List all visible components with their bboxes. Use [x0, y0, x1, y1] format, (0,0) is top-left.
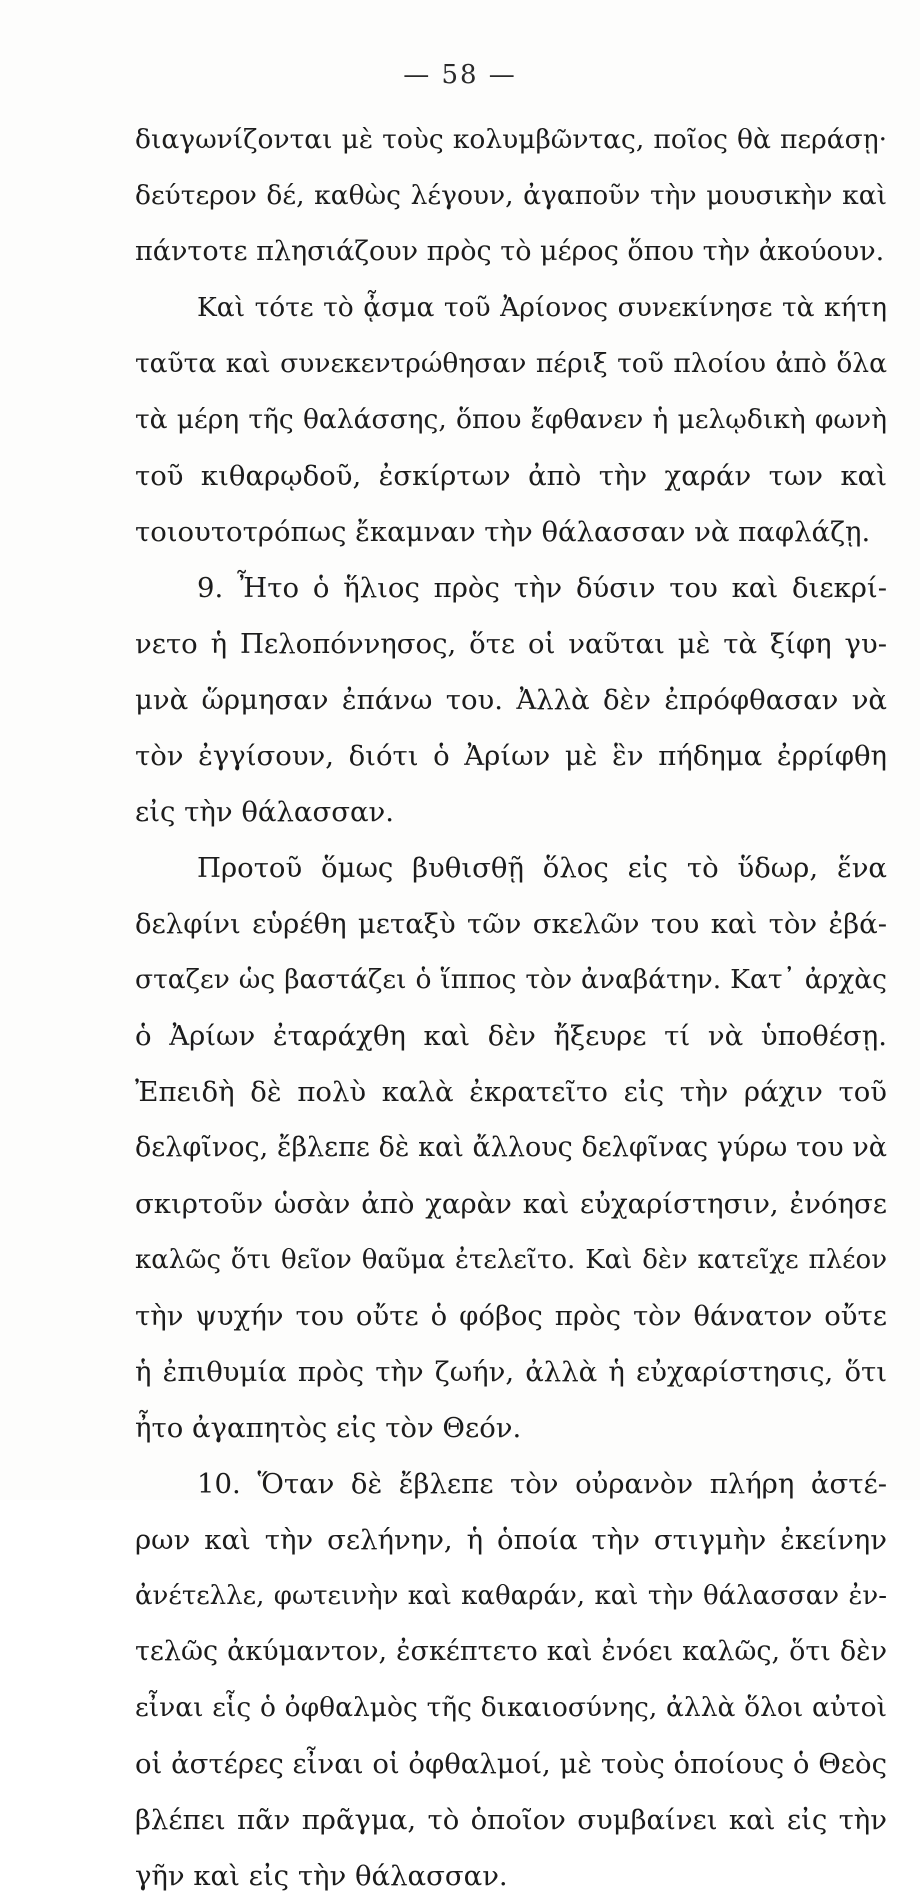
text-line: εἶναι εἷς ὁ ὀφθαλμὸς τῆς δικαιοσύνης, ἀλλὰ ὅλοι αὐτοὶ: [135, 1692, 887, 1723]
text-line: ταῦτα καὶ συνεκεντρώθησαν πέριξ τοῦ πλοίου ἀπὸ ὅλα: [135, 348, 887, 379]
page-number: — 58 —: [403, 60, 517, 90]
text-line: ὁ Ἀρίων ἐταράχθη καὶ δὲν ἤξευρε τί νὰ ὑποθέσῃ.: [135, 1020, 887, 1052]
text-line: καλῶς ὅτι θεῖον θαῦμα ἐτελεῖτο. Καὶ δὲν κατεῖχε πλέον: [135, 1245, 887, 1275]
text-line: πάντοτε πλησιάζουν πρὸς τὸ μέρος ὅπου τὴν ἀκούουν.: [135, 236, 885, 267]
text-line: τὴν ψυχήν του οὔτε ὁ φόβος πρὸς τὸν θάνατον οὔτε: [135, 1300, 887, 1332]
text-line: νετο ἡ Πελοπόννησος, ὅτε οἱ ναῦται μὲ τὰ ξίφη γυ-: [135, 628, 887, 660]
text-line: βλέπει πᾶν πρᾶγμα, τὸ ὁποῖον συμβαίνει καὶ εἰς τὴν: [135, 1804, 887, 1836]
text-line: εἰς τὴν θάλασσαν.: [135, 796, 395, 828]
text-line: Προτοῦ ὅμως βυθισθῇ ὅλος εἰς τὸ ὕδωρ, ἕνα: [197, 852, 887, 884]
text-line: 9. Ἦτο ὁ ἥλιος πρὸς τὴν δύσιν του καὶ διεκρί-: [197, 572, 887, 604]
text-line: τὰ μέρη τῆς θαλάσσης, ὅπου ἔφθανεν ἡ μελῳδικὴ φωνὴ: [135, 404, 887, 435]
text-line: σταζεν ὡς βαστάζει ὁ ἵππος τὸν ἀναβάτην. Κατ᾽ ἀρχὰς: [135, 964, 887, 995]
text-line: τοῦ κιθαρῳδοῦ, ἐσκίρτων ἀπὸ τὴν χαράν των καὶ: [135, 460, 887, 492]
text-line: ἦτο ἀγαπητὸς εἰς τὸν Θεόν.: [135, 1412, 522, 1444]
body-text: [135, 112, 887, 1904]
text-line: διαγωνίζονται μὲ τοὺς κολυμβῶντας, ποῖος θὰ περάσῃ·: [135, 124, 887, 155]
text-line: γῆν καὶ εἰς τὴν θάλασσαν.: [135, 1860, 508, 1892]
text-line: 10. Ὅταν δὲ ἔβλεπε τὸν οὐρανὸν πλήρη ἀστέ-: [197, 1468, 887, 1500]
text-line: ἡ ἐπιθυμία πρὸς τὴν ζωήν, ἀλλὰ ἡ εὐχαρίστησις, ὅτι: [135, 1356, 887, 1388]
text-line: ἀνέτελλε, φωτεινὴν καὶ καθαράν, καὶ τὴν θάλασσαν ἐν-: [135, 1581, 887, 1611]
text-line: ρων καὶ τὴν σελήνην, ἡ ὁποία τὴν στιγμὴν ἐκείνην: [135, 1524, 887, 1556]
text-line: μνὰ ὥρμησαν ἐπάνω του. Ἀλλὰ δὲν ἐπρόφθασαν νὰ: [135, 684, 887, 716]
text-line: τοιουτοτρόπως ἔκαμναν τὴν θάλασσαν νὰ παφλάζῃ.: [135, 516, 871, 548]
text-line: τελῶς ἀκύμαντον, ἐσκέπτετο καὶ ἐνόει καλῶς, ὅτι δὲν: [135, 1636, 887, 1667]
text-line: δελφῖνος, ἔβλεπε δὲ καὶ ἄλλους δελφῖνας γύρω του νὰ: [135, 1132, 887, 1163]
text-line: δεύτερον δέ, καθὼς λέγουν, ἀγαποῦν τὴν μουσικὴν καὶ: [135, 180, 887, 211]
text-line: δελφίνι εὑρέθη μεταξὺ τῶν σκελῶν του καὶ τὸν ἐβά-: [135, 908, 887, 940]
text-line: τὸν ἐγγίσουν, διότι ὁ Ἀρίων μὲ ἓν πήδημα ἐρρίφθη: [135, 740, 887, 772]
text-line: Ἐπειδὴ δὲ πολὺ καλὰ ἐκρατεῖτο εἰς τὴν ράχιν τοῦ: [135, 1076, 887, 1108]
text-line: οἱ ἀστέρες εἶναι οἱ ὀφθαλμοί, μὲ τοὺς ὁποίους ὁ Θεὸς: [135, 1748, 887, 1780]
text-line: σκιρτοῦν ὡσὰν ἀπὸ χαρὰν καὶ εὐχαρίστησιν, ἐνόησε: [135, 1188, 887, 1220]
text-line: Καὶ τότε τὸ ᾆσμα τοῦ Ἀρίονος συνεκίνησε τὰ κήτη: [197, 292, 887, 323]
